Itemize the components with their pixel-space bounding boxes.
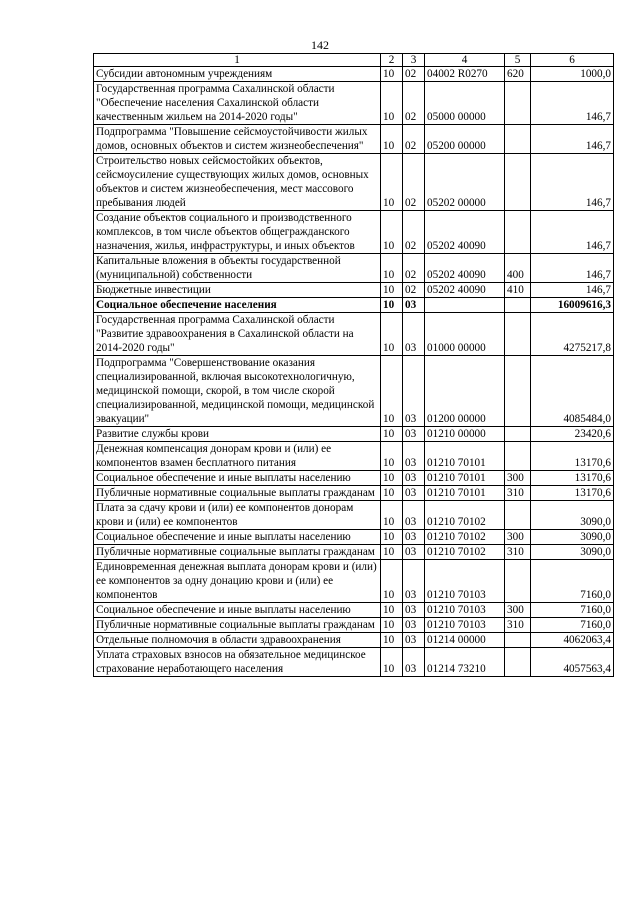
table-cell-sum: 4275217,8 — [531, 313, 614, 356]
table-cell-sum: 4062063,4 — [531, 633, 614, 648]
table-row — [94, 298, 614, 313]
table-cell-pr: 02 — [403, 82, 425, 125]
table-row — [94, 560, 614, 603]
table-cell-pr: 03 — [403, 633, 425, 648]
table-cell-name: Государственная программа Сахалинской области "Развитие здравоохранения в Сахалинской области на 2014-2020 годы" — [94, 313, 381, 356]
page-number: 142 — [311, 38, 329, 52]
table-cell-rz: 10 — [381, 125, 403, 154]
table-cell-sum: 146,7 — [531, 254, 614, 283]
table-cell-name: Публичные нормативные социальные выплаты гражданам — [94, 618, 381, 633]
table-cell-vr: 300 — [505, 530, 531, 545]
table-cell-sum: 3090,0 — [531, 530, 614, 545]
table-cell-sum: 146,7 — [531, 283, 614, 298]
table-row — [94, 486, 614, 501]
table-cell-name: Государственная программа Сахалинской области "Обеспечение населения Сахалинской области качественным жильем на 2014-2020 годы" — [94, 82, 381, 125]
table-row — [94, 211, 614, 254]
table-cell-rz: 10 — [381, 154, 403, 211]
table-cell-sum: 7160,0 — [531, 603, 614, 618]
table-cell-name: Социальное обеспечение и иные выплаты населению — [94, 603, 381, 618]
table-cell-csr: 04002 R0270 — [425, 67, 505, 82]
table-cell-sum: 7160,0 — [531, 618, 614, 633]
table-cell-vr: 310 — [505, 545, 531, 560]
table-cell-csr: 01210 70101 — [425, 486, 505, 501]
table-cell-pr: 02 — [403, 254, 425, 283]
table-cell-vr — [505, 313, 531, 356]
column-header: 4 — [425, 54, 505, 67]
table-cell-csr: 05202 40090 — [425, 254, 505, 283]
table-cell-rz: 10 — [381, 603, 403, 618]
table-cell-sum: 146,7 — [531, 154, 614, 211]
table-row — [94, 67, 614, 82]
table-cell-sum: 3090,0 — [531, 501, 614, 530]
table-cell-name: Субсидии автономным учреждениям — [94, 67, 381, 82]
table-cell-name: Денежная компенсация донорам крови и (или) ее компонентов взамен бесплатного питания — [94, 442, 381, 471]
table-cell-vr — [505, 356, 531, 427]
table-cell-vr — [505, 298, 531, 313]
table-cell-vr: 400 — [505, 254, 531, 283]
table-row — [94, 471, 614, 486]
column-header: 2 — [381, 54, 403, 67]
table-cell-pr: 02 — [403, 283, 425, 298]
table-row — [94, 313, 614, 356]
table-cell-name: Уплата страховых взносов на обязательное медицинское страхование неработающего населения — [94, 648, 381, 677]
table-cell-name: Бюджетные инвестиции — [94, 283, 381, 298]
table-row — [94, 618, 614, 633]
table-cell-vr: 310 — [505, 618, 531, 633]
table-cell-sum: 1000,0 — [531, 67, 614, 82]
table-cell-pr: 02 — [403, 125, 425, 154]
table-cell-vr: 310 — [505, 486, 531, 501]
table-row — [94, 125, 614, 154]
table-cell-pr: 02 — [403, 211, 425, 254]
table-row — [94, 442, 614, 471]
table-cell-rz: 10 — [381, 283, 403, 298]
table-row — [94, 633, 614, 648]
table-cell-csr: 01210 70103 — [425, 603, 505, 618]
table-cell-sum: 13170,6 — [531, 471, 614, 486]
table-cell-name: Подпрограмма "Совершенствование оказания специализированной, включая высокотехнологичную, медицинской помощи, скорой, в том числе скорой специализированной, медицинской помощи, медицинской эвакуации" — [94, 356, 381, 427]
table-cell-vr — [505, 633, 531, 648]
table-cell-csr — [425, 298, 505, 313]
table-cell-rz: 10 — [381, 356, 403, 427]
table-cell-vr: 410 — [505, 283, 531, 298]
table-cell-vr — [505, 82, 531, 125]
table-cell-sum: 3090,0 — [531, 545, 614, 560]
table-cell-csr: 01210 00000 — [425, 427, 505, 442]
table-cell-csr: 05202 00000 — [425, 154, 505, 211]
table-cell-name: Отдельные полномочия в области здравоохранения — [94, 633, 381, 648]
table-cell-name: Развитие службы крови — [94, 427, 381, 442]
table-cell-rz: 10 — [381, 67, 403, 82]
table-cell-rz: 10 — [381, 633, 403, 648]
table-cell-sum: 16009616,3 — [531, 298, 614, 313]
table-cell-csr: 01214 00000 — [425, 633, 505, 648]
table-cell-csr: 01214 73210 — [425, 648, 505, 677]
table-cell-rz: 10 — [381, 486, 403, 501]
table-cell-sum: 7160,0 — [531, 560, 614, 603]
table-cell-pr: 03 — [403, 603, 425, 618]
table-cell-pr: 03 — [403, 313, 425, 356]
table-cell-name: Социальное обеспечение и иные выплаты населению — [94, 471, 381, 486]
table-cell-sum: 13170,6 — [531, 486, 614, 501]
budget-table — [93, 53, 614, 677]
table-cell-pr: 03 — [403, 501, 425, 530]
table-cell-csr: 01210 70101 — [425, 442, 505, 471]
table-cell-csr: 01210 70102 — [425, 545, 505, 560]
table-cell-vr: 300 — [505, 471, 531, 486]
table-cell-rz: 10 — [381, 211, 403, 254]
table-cell-name: Социальное обеспечение населения — [94, 298, 381, 313]
table-cell-rz: 10 — [381, 618, 403, 633]
table-cell-csr: 05200 00000 — [425, 125, 505, 154]
table-header-row — [94, 54, 614, 67]
table-cell-rz: 10 — [381, 82, 403, 125]
table-cell-rz: 10 — [381, 501, 403, 530]
table-cell-vr: 620 — [505, 67, 531, 82]
table-cell-csr: 01200 00000 — [425, 356, 505, 427]
table-cell-rz: 10 — [381, 254, 403, 283]
table-cell-pr: 03 — [403, 545, 425, 560]
table-cell-name: Публичные нормативные социальные выплаты гражданам — [94, 545, 381, 560]
table-row — [94, 82, 614, 125]
table-cell-sum: 146,7 — [531, 125, 614, 154]
table-cell-name: Плата за сдачу крови и (или) ее компонентов донорам крови и (или) ее компонентов — [94, 501, 381, 530]
table-cell-csr: 01210 70102 — [425, 501, 505, 530]
table-cell-csr: 01210 70103 — [425, 560, 505, 603]
table-cell-rz: 10 — [381, 298, 403, 313]
table-row — [94, 603, 614, 618]
table-cell-name: Капитальные вложения в объекты государственной (муниципальной) собственности — [94, 254, 381, 283]
table-cell-rz: 10 — [381, 313, 403, 356]
table-cell-csr: 01210 70103 — [425, 618, 505, 633]
table-cell-pr: 02 — [403, 67, 425, 82]
table-row — [94, 154, 614, 211]
table-cell-name: Социальное обеспечение и иные выплаты населению — [94, 530, 381, 545]
table-cell-csr: 05202 40090 — [425, 283, 505, 298]
table-cell-sum: 13170,6 — [531, 442, 614, 471]
table-cell-vr — [505, 442, 531, 471]
table-cell-csr: 01000 00000 — [425, 313, 505, 356]
table-cell-pr: 03 — [403, 442, 425, 471]
table-cell-csr: 01210 70101 — [425, 471, 505, 486]
table-cell-csr: 01210 70102 — [425, 530, 505, 545]
table-row — [94, 648, 614, 677]
column-header: 6 — [531, 54, 614, 67]
column-header: 5 — [505, 54, 531, 67]
table-cell-sum: 4057563,4 — [531, 648, 614, 677]
table-cell-vr — [505, 125, 531, 154]
table-cell-sum: 146,7 — [531, 82, 614, 125]
table-cell-csr: 05202 40090 — [425, 211, 505, 254]
table-cell-name: Создание объектов социального и производственного комплексов, в том числе объектов общегражданского назначения, жилья, инфраструктуры, и иных объектов — [94, 211, 381, 254]
table-cell-vr — [505, 211, 531, 254]
table-cell-pr: 03 — [403, 471, 425, 486]
table-cell-vr — [505, 648, 531, 677]
table-cell-vr — [505, 154, 531, 211]
table-cell-vr — [505, 427, 531, 442]
table-cell-vr — [505, 501, 531, 530]
table-row — [94, 427, 614, 442]
table-row — [94, 530, 614, 545]
table-cell-sum: 4085484,0 — [531, 356, 614, 427]
table-row — [94, 356, 614, 427]
table-cell-pr: 03 — [403, 648, 425, 677]
table-cell-pr: 03 — [403, 560, 425, 603]
table-cell-pr: 03 — [403, 427, 425, 442]
table-cell-pr: 03 — [403, 618, 425, 633]
table-row — [94, 501, 614, 530]
column-header: 1 — [94, 54, 381, 67]
table-cell-pr: 03 — [403, 356, 425, 427]
table-cell-name: Строительство новых сейсмостойких объектов, сейсмоусиление существующих жилых домов, основных объектов и систем жизнеобеспечения, мест массового пребывания людей — [94, 154, 381, 211]
table-cell-name: Подпрограмма "Повышение сейсмоустойчивости жилых домов, основных объектов и систем жизнеобеспечения" — [94, 125, 381, 154]
table-cell-rz: 10 — [381, 530, 403, 545]
table-cell-rz: 10 — [381, 560, 403, 603]
table-cell-rz: 10 — [381, 427, 403, 442]
table-cell-rz: 10 — [381, 545, 403, 560]
table-cell-sum: 146,7 — [531, 211, 614, 254]
table-cell-pr: 03 — [403, 486, 425, 501]
table-row — [94, 545, 614, 560]
table-row — [94, 283, 614, 298]
table-cell-sum: 23420,6 — [531, 427, 614, 442]
table-cell-name: Единовременная денежная выплата донорам крови и (или) ее компонентов за одну донацию крови и (или) ее компонентов — [94, 560, 381, 603]
table-cell-vr: 300 — [505, 603, 531, 618]
table-cell-rz: 10 — [381, 442, 403, 471]
table-cell-rz: 10 — [381, 648, 403, 677]
table-cell-pr: 03 — [403, 530, 425, 545]
column-header: 3 — [403, 54, 425, 67]
table-cell-rz: 10 — [381, 471, 403, 486]
table-cell-pr: 02 — [403, 154, 425, 211]
table-row — [94, 254, 614, 283]
table-cell-csr: 05000 00000 — [425, 82, 505, 125]
table-cell-name: Публичные нормативные социальные выплаты гражданам — [94, 486, 381, 501]
table-cell-vr — [505, 560, 531, 603]
table-cell-pr: 03 — [403, 298, 425, 313]
